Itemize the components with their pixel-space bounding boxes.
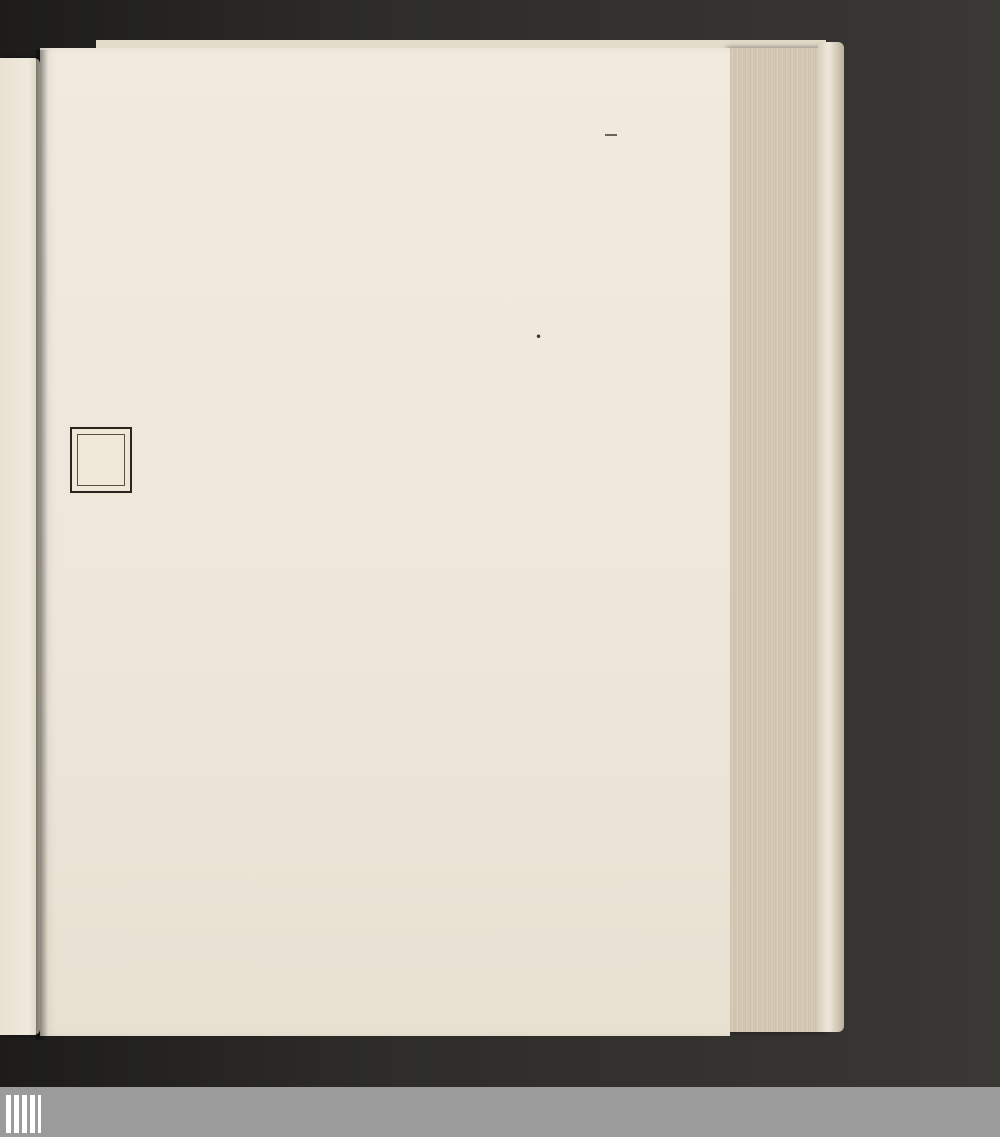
gutter-shadow (36, 50, 48, 1040)
book-page (40, 48, 730, 1036)
bullet-mark: • (535, 330, 543, 344)
running-head (88, 96, 548, 120)
library-logo-icon (6, 1093, 46, 1133)
margin-dash (605, 134, 617, 136)
cover-edge (818, 42, 844, 1032)
page-stack-edge (724, 48, 824, 1032)
library-footer (0, 1087, 1000, 1137)
drop-cap-initial (70, 427, 132, 493)
left-facing-page (0, 58, 40, 1035)
page-foot (70, 905, 548, 927)
